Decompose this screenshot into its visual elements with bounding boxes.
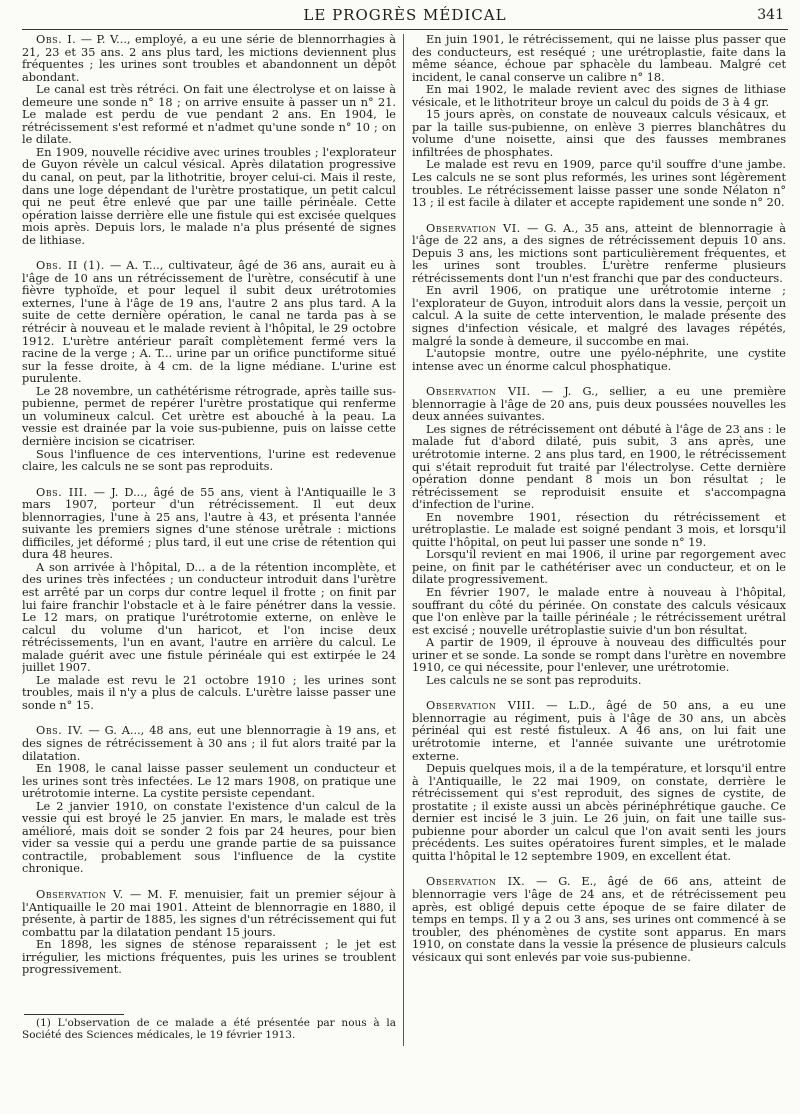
paragraph-text: En février 1907, le malade entre à nouveau à l'hôpital, souffrant du côté du périnée. On constate des calculs vésicaux que l'on enlève par la taille périnéale ; le rétrécissement urétral est excisé ; nouvelle urétroplastie suivie d'un bon résultat. (412, 585, 786, 637)
column-divider (403, 34, 404, 1046)
paragraph-text: En novembre 1901, résection du rétrécissement et urétroplastie. Le malade est soigné pendant 3 mois, et lorsqu'il quitte l'hôpital, on peut lui passer une sonde n° 19. (412, 510, 786, 549)
observation-heading-paragraph (412, 876, 786, 964)
paragraph-text: Le malade est revu en 1909, parce qu'il souffre d'une jambe. Les calculs ne se sont plus reformés, les urines sont légèrement troubles. Le rétrécissement laisse passer une sonde Nélaton n° 13 ; il est facile à dilater et accepte rapidement une sonde n° 20. (412, 158, 786, 210)
paragraph (22, 84, 396, 147)
paragraph (22, 386, 396, 449)
paragraph (412, 549, 786, 587)
observation-heading-paragraph (22, 260, 396, 385)
paragraph (22, 675, 396, 713)
paragraph (412, 34, 786, 84)
paragraph-text: — A. T..., cultivateur, âgé de 36 ans, aurait eu à l'âge de 10 ans un rétrécissement de l'urètre, consécutif à une fièvre typhoïde, et pour lequel il subit deux urétrotomies externes, l'une à l'âge de 19 ans, l'autre 2 ans plus tard. A la suite de cette dernière opération, le canal ne tarda pas à se rétrécir à nouveau et le malade revient à l'hôpital, le 29 octobre 1912. L'urètre antérieur paraît complètement fermé vers la racine de la verge ; A. T... urine par un orifice punctiforme situé sur la fesse droite, à 4 cm. de la ligne médiane. L'urine est purulente. (22, 259, 396, 386)
observation-heading-paragraph (412, 386, 786, 424)
paragraph-text: En avril 1906, on pratique une urétrotomie interne ; l'explorateur de Guyon, introduit alors dans la vessie, perçoit un calcul. A la suite de cette intervention, le malade présente des signes d'infection vésicale, et malgré des lavages répétés, malgré la sonde à demeure, il succombe en mai. (412, 284, 786, 348)
paragraph-text: Les calculs ne se sont pas reproduits. (426, 673, 642, 687)
paragraph-text: — P. V..., employé, a eu une série de blennorrhagies à 21, 23 et 35 ans. 2 ans plus tard, les mictions deviennent plus fréquentes ; les urines sont troubles et abandonnent un dépôt abondant. (22, 34, 396, 84)
observation-heading-paragraph (22, 889, 396, 939)
paragraph (412, 348, 786, 373)
paragraph (22, 801, 396, 876)
paragraph-text: L'autopsie montre, outre une pyélo-néphrite, une cystite intense avec un énorme calcul phosphatique. (412, 347, 786, 373)
paragraph (412, 675, 786, 688)
paragraph-text: Le 2 janvier 1910, on constate l'existence d'un calcul de la vessie qui est broyé le 25 janvier. En mars, le malade est très amélioré, mais doit se sonder 2 fois par 24 heures, pour bien vider sa vessie qui a perdu une grande partie de sa puissance contractile, probablement sous l'influence de la cystite chronique. (22, 799, 396, 876)
page-header (20, 6, 790, 26)
paragraph-text: — G. A., 35 ans, atteint de blennorragie à l'âge de 22 ans, a des signes de rétrécissement depuis 10 ans. Depuis 3 ans, les mictions sont particulièrement fréquentes, et les urines sont troubles. L'urètre renferme plusieurs rétrécissements dont l'un n'est franchi que par des conducteurs. (412, 221, 786, 285)
observation-heading-paragraph (412, 223, 786, 286)
left-column (22, 34, 396, 1078)
paragraph-text: Le 28 novembre, un cathétérisme rétrograde, après taille sus-pubienne, permet de repérer l'urètre prostatique qui renferme un volumineux calcul. Cet urètre est abouché à la peau. La vessie est drainée par la voie sus-pubienne, puis on laisse cette dernière incision se cicatriser. (22, 384, 396, 448)
paragraph-text: — J. G., sellier, a eu une première blennorragie à l'âge de 20 ans, puis deux poussées nouvelles les deux années suivantes. (412, 385, 786, 424)
observation-label: Observation V. (36, 888, 124, 901)
paragraph (412, 159, 786, 209)
paragraph (22, 449, 396, 474)
paragraph (412, 763, 786, 863)
paragraph-text: En juin 1901, le rétrécissement, qui ne laisse plus passer que des conducteurs, est reséqué ; une urétroplastie, faite dans la même séance, échoue par sphacèle du lambeau. Malgré cet incident, le canal conserve un calibre n° 18. (412, 34, 786, 84)
observation-heading-paragraph (22, 34, 396, 84)
paragraph (412, 637, 786, 675)
paragraph-text: Les signes de rétrécissement ont débuté à l'âge de 23 ans : le malade fut d'abord dilaté, puis subit, 3 ans après, une urétrotomie interne. 2 ans plus tard, en 1900, le rétrécissement qui s'était reproduit fut traité par l'électrolyse. Cette dernière opération donne pendant 8 mois un bon résultat ; le rétrécissement se reproduisit ensuite et s'accompagna d'infection de l'urine. (412, 422, 786, 512)
paragraph (412, 587, 786, 637)
footnote-rule (24, 1014, 124, 1015)
paragraph (22, 763, 396, 801)
paragraph-text: En 1909, nouvelle récidive avec urines troubles ; l'explorateur de Guyon révèle un calcul vésical. Après dilatation progressive du canal, on peut, par la lithotritie, broyer celui-ci. Mais il reste, dans une loge dépendant de l'urètre prostatique, un petit calcul qui ne peut être enlevé que par une taille périnéale. Cette opération laisse derrière elle une fistule qui est excisée quelques mois après. Depuis lors, le malade n'a plus présenté de signes de lithiase. (22, 145, 396, 247)
footnote-text: (1) L'observation de ce malade a été présentée par nous à la Société des Sciences médicales, le 19 février 1913. (22, 1017, 396, 1041)
paragraph-text: Lorsqu'il revient en mai 1906, il urine par regorgement avec peine, on finit par le cathétériser avec un conducteur, et on le dilate progressivement. (412, 548, 786, 587)
header-rule (22, 29, 788, 30)
paragraph-text: 15 jours après, on constate de nouveaux calculs vésicaux, et par la taille sus-pubienne, on enlève 3 pierres blanchâtres du volume d'une noisette, ainsi que des fausses membranes infiltrées de phosphates. (412, 108, 786, 159)
paragraph-text: — M. F. menuisier, fait un premier séjour à l'Antiquaille le 20 mai 1901. Atteint de blennorragie en 1880, il présente, à partir de 1885, les signes d'un rétrécissement qui fut combattu par la dilatation pendant 15 jours. (22, 888, 396, 939)
paragraph-text: En mai 1902, le malade revient avec des signes de lithiase vésicale, et le lithotriteur broye un calcul du poids de 3 à 4 gr. (412, 83, 786, 109)
footnote (22, 1017, 396, 1041)
paragraph-text: — L.D., âgé de 50 ans, a eu une blennorragie au régiment, puis à l'âge de 30 ans, un abcès périnéal qui est resté fistuleux. A 46 ans, on lui fait une urétrotomie interne, et l'année suivante une urétrotomie externe. (412, 699, 786, 763)
paragraph-text: — G. A..., 48 ans, eut une blennorragie à 19 ans, et des signes de rétrécissement à 30 ans ; il fut alors traité par la dilatation. (22, 724, 396, 763)
paragraph-text: Le malade est revu le 21 octobre 1910 ; les urines sont troubles, mais il n'y a plus de calculs. L'urètre laisse passer une sonde n° 15. (22, 673, 396, 712)
paragraph-text: En 1908, le canal laisse passer seulement un conducteur et les urines sont très infectées. Le 12 mars 1908, on pratique une urétrotomie interne. La cystite persiste cependant. (22, 762, 396, 801)
paragraph (412, 109, 786, 159)
paragraph-text: — J. D..., âgé de 55 ans, vient à l'Antiquaille le 3 mars 1907, porteur d'un rétrécissement. Il eut deux blennorragies, l'une à 25 ans, l'autre à 43, et présenta l'année suivante les premiers signes d'une sténose urétrale : mictions difficiles, jet déformé ; plus tard, il eut une crise de rétention qui dura 48 heures. (22, 485, 396, 562)
paragraph (22, 147, 396, 247)
paragraph (22, 939, 396, 977)
observation-label: Obs. I. (36, 34, 77, 46)
observation-label: Obs. IV. (36, 724, 84, 738)
paragraph-text: A son arrivée à l'hôpital, D... a de la rétention incomplète, et des urines très infectées ; un conducteur introduit dans l'urètre est arrêté par un corps dur contre lequel il frotte ; on finit par lui faire franchir l'obstacle et à le faire pénétrer dans la vessie. Le 12 mars, on pratique l'urétrotomie externe, on enlève le calcul du volume d'un haricot, et l'on incise deux rétrécissements, l'un en avant, l'autre en arrière du calcul. Le malade guérit avec une fistule périnéale qui est extirpée le 24 juillet 1907. (22, 560, 396, 675)
paragraph-text: Sous l'influence de ces interventions, l'urine est redevenue claire, les calculs ne se sont pas reproduits. (22, 447, 396, 474)
paragraph-text: En 1898, les signes de sténose reparaissent ; le jet est irrégulier, les mictions fréquentes, puis les urines se troublent progressivement. (22, 938, 396, 977)
observation-label: Obs. III. (36, 485, 88, 499)
observation-heading-paragraph (22, 487, 396, 562)
paragraph (412, 424, 786, 512)
observation-heading-paragraph (22, 725, 396, 763)
observation-label: Observation VI. (426, 221, 521, 235)
paragraph-text: Le canal est très rétréci. On fait une électrolyse et on laisse à demeure une sonde n° 18 ; on arrive ensuite à passer un n° 21. Le malade est perdu de vue pendant 2 ans. En 1904, le rétrécissement s'est reformé et n'admet qu'une sonde n° 10 ; on le dilate. (22, 83, 396, 147)
paragraph (412, 285, 786, 348)
paragraph (22, 562, 396, 675)
paragraph (412, 84, 786, 109)
right-column (412, 34, 786, 1054)
observation-label: Observation VIII. (426, 699, 536, 713)
paragraph-text: A partir de 1909, il éprouve à nouveau des difficultés pour uriner et se sonde. La sonde se rompt dans l'urètre en novembre 1910, ce qui nécessite, pour l'enlever, une urétrotomie. (412, 636, 786, 675)
observation-label: Observation IX. (426, 875, 526, 889)
page-number: 341 (757, 7, 784, 23)
paragraph-text: — G. E., âgé de 66 ans, atteint de blennorragie vers l'âge de 24 ans, et de rétrécissement peu après, est obligé depuis cette époque de se faire dilater de temps en temps. Il y a 2 ou 3 ans, ses urines ont commencé à se troubler, des phénomènes de cystite sont apparus. En mars 1910, on constate dans la vessie la présence de plusieurs calculs vésicaux qui sont enlevés par voie sus-pubienne. (412, 875, 786, 964)
paragraph-text: Depuis quelques mois, il a de la température, et lorsqu'il entre à l'Antiquaille, le 22 mai 1909, on constate, derrière le rétrécissement qui s'est reproduit, des signes de cystite, de prostatite ; il existe aussi un abcès périnéphrétique gauche. Ce dernier est incisé le 3 juin. Le 26 juin, on fait une taille sus-pubienne pour aborder un calcul que l'on avait senti les jours précédents. Les suites opératoires furent simples, et le malade quitta l'hôpital le 12 septembre 1909, en excellent état. (412, 762, 786, 863)
observation-heading-paragraph (412, 700, 786, 763)
observation-label: Observation VII. (426, 385, 531, 399)
paragraph (412, 512, 786, 550)
observation-label: Obs. II (1). (36, 259, 105, 273)
journal-title: LE PROGRÈS MÉDICAL (303, 6, 507, 24)
